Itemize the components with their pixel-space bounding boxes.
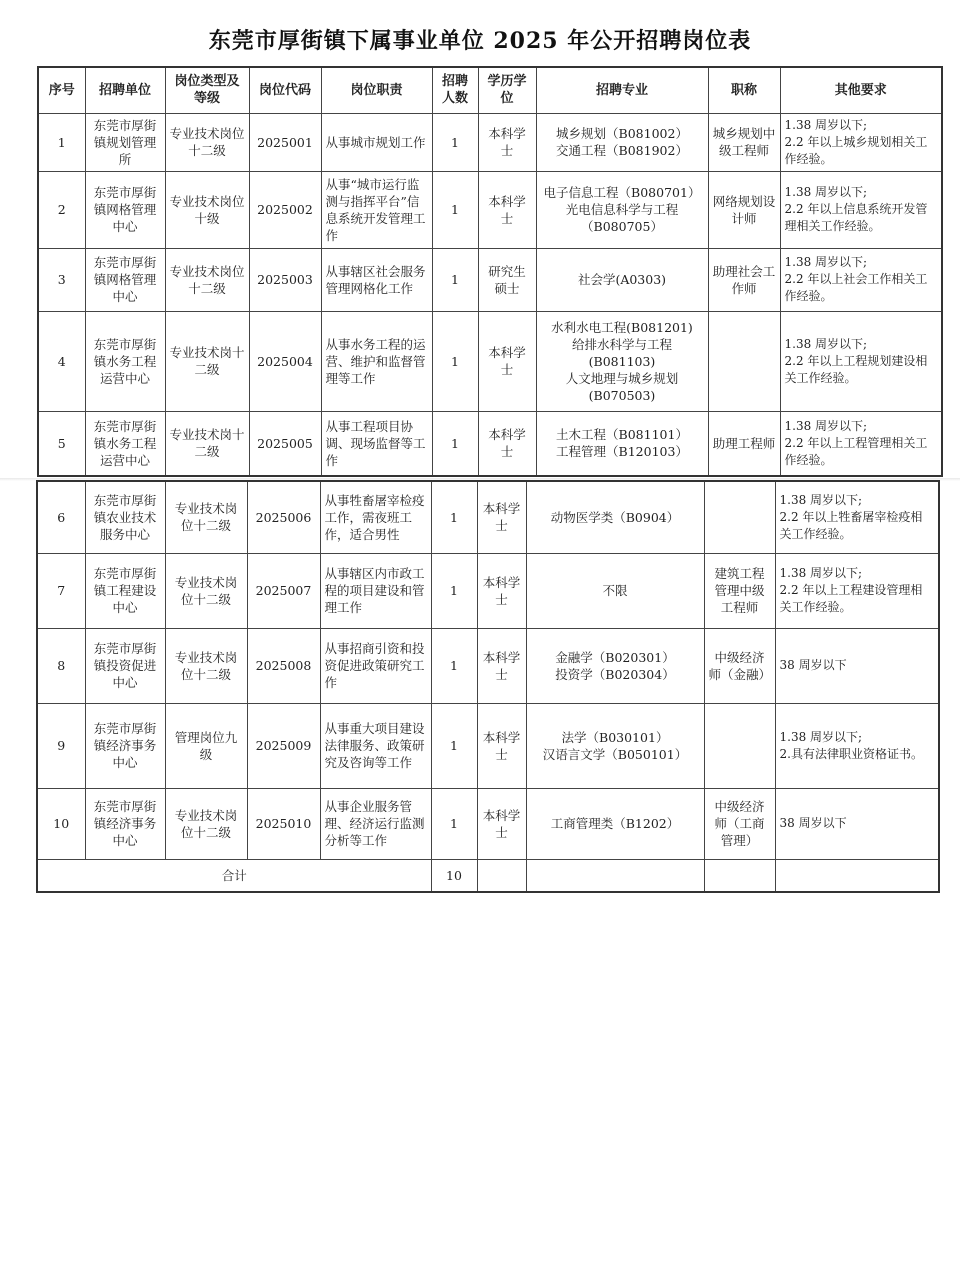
row-edu: 本科学士 (478, 171, 536, 248)
total-empty-edu (477, 859, 526, 892)
recruitment-table-part-2 (36, 480, 940, 893)
row-other (775, 628, 939, 703)
row-type: 专业技术岗位十二级 (165, 113, 249, 171)
table-row (38, 411, 942, 476)
row-unit: 东莞市厚街镇水务工程运营中心 (85, 411, 165, 476)
total-row (37, 859, 939, 892)
row-other-line: 2.2 年以上工程建设管理相关工作经验。 (779, 583, 923, 614)
row-code: 2025008 (247, 628, 320, 703)
row-no: 7 (37, 553, 85, 628)
row-major-line: 动物医学类（B0904） (550, 509, 680, 525)
table-row (37, 788, 939, 859)
row-major-line: 投资学（B020304） (555, 666, 675, 682)
table-row (38, 113, 942, 171)
row-count: 1 (432, 248, 478, 311)
row-edu: 本科学士 (478, 411, 536, 476)
row-major-line: 城乡规划（B081002） (556, 126, 688, 141)
total-label: 合计 (37, 859, 431, 892)
row-other-line: 1.38 周岁以下; (779, 492, 863, 507)
row-code: 2025006 (247, 481, 320, 553)
row-other-line: 2.2 年以上城乡规划相关工作经验。 (784, 134, 928, 166)
row-duty: 从事牲畜屠宰检疫工作，需夜班工作，适合男性 (320, 481, 431, 553)
row-duty: 从事辖区社会服务管理网格化工作 (321, 248, 432, 311)
row-title: 建筑工程管理中级工程师 (704, 553, 775, 628)
row-no: 8 (37, 628, 85, 703)
row-major (526, 628, 704, 703)
row-count: 1 (431, 481, 477, 553)
row-major-line: (B081103) (588, 353, 656, 369)
total-empty-major (526, 859, 704, 892)
row-major (536, 113, 708, 171)
row-major (526, 553, 704, 628)
row-type: 管理岗位九级 (165, 703, 247, 788)
row-unit: 东莞市厚街镇经济事务中心 (85, 703, 165, 788)
row-other-line: 2.2 年以上工程规划建设相关工作经验。 (784, 353, 928, 385)
row-count: 1 (432, 311, 478, 411)
row-major-line: 工商管理类（B1202） (550, 816, 680, 831)
table-row (37, 703, 939, 788)
recruitment-table-part-1 (37, 66, 943, 477)
header-code: 岗位代码 (249, 67, 321, 113)
row-other-line: 1.38 周岁以下; (784, 117, 868, 132)
row-no: 10 (37, 788, 85, 859)
row-major-line: 土木工程（B081101） (556, 427, 688, 443)
row-edu: 本科学士 (478, 311, 536, 411)
header-no: 序号 (38, 67, 85, 113)
row-duty: 从事城市规划工作 (321, 113, 432, 171)
header-unit: 招聘单位 (85, 67, 165, 113)
row-other (775, 788, 939, 859)
row-title: 网络规划设计师 (708, 171, 780, 248)
row-duty: 从事企业服务管理、经济运行监测分析等工作 (320, 788, 431, 859)
row-count: 1 (431, 788, 477, 859)
row-other-line: 1.38 周岁以下; (779, 729, 863, 744)
total-empty-title (704, 859, 775, 892)
row-other (780, 411, 942, 476)
row-major-line: 工程管理（B120103） (556, 444, 688, 460)
row-edu: 本科学士 (478, 113, 536, 171)
row-count: 1 (431, 628, 477, 703)
table-row (38, 171, 942, 248)
row-duty: 从事工程项目协调、现场监督等工作 (321, 411, 432, 476)
row-major (526, 703, 704, 788)
row-edu: 本科学士 (477, 788, 526, 859)
row-other-line: 2.2 年以上工程管理相关工作经验。 (784, 435, 928, 467)
row-unit: 东莞市厚街镇农业技术服务中心 (85, 481, 165, 553)
total-empty-other (775, 859, 939, 892)
row-edu: 本科学士 (477, 553, 526, 628)
row-type: 专业技术岗位十二级 (165, 788, 247, 859)
row-no: 9 (37, 703, 85, 788)
row-type: 专业技术岗位十二级 (165, 553, 247, 628)
row-major-line: 人文地理与城乡规划 (565, 370, 679, 386)
table-row (38, 311, 942, 411)
row-other-line: 38 周岁以下 (779, 658, 847, 672)
row-no: 3 (38, 248, 85, 311)
row-other-line: 1.38 周岁以下; (784, 336, 868, 351)
row-major-line: (B070503) (588, 387, 656, 403)
row-title: 城乡规划中级工程师 (708, 113, 780, 171)
row-major (526, 788, 704, 859)
row-title: 中级经济师（工商管理） (704, 788, 775, 859)
row-code: 2025001 (249, 113, 321, 171)
row-code: 2025003 (249, 248, 321, 311)
header-duty: 岗位职责 (321, 67, 432, 113)
row-unit: 东莞市厚街镇经济事务中心 (85, 788, 165, 859)
row-code: 2025005 (249, 411, 321, 476)
row-code: 2025009 (247, 703, 320, 788)
row-other-line: 38 周岁以下 (779, 816, 847, 830)
row-other (780, 113, 942, 171)
row-major-line: 光电信息科学与工程 (565, 202, 679, 217)
row-unit: 东莞市厚街镇网格管理中心 (85, 248, 165, 311)
row-count: 1 (432, 171, 478, 248)
row-edu: 本科学士 (477, 628, 526, 703)
row-major-line: 水利水电工程(B081201) (551, 319, 693, 335)
table-row (37, 481, 939, 553)
row-unit: 东莞市厚街镇投资促进中心 (85, 628, 165, 703)
row-type: 专业技术岗位十二级 (165, 628, 247, 703)
row-other-line: 2.2 年以上社会工作相关工作经验。 (784, 272, 928, 303)
row-other-line: 1.38 周岁以下; (784, 255, 868, 269)
row-title (704, 703, 775, 788)
row-edu: 本科学士 (477, 703, 526, 788)
table-header-row (38, 67, 942, 113)
row-major-line: 不限 (602, 583, 628, 598)
row-other-line: 2.2 年以上牲畜屠宰检疫相关工作经验。 (779, 509, 923, 541)
row-code: 2025010 (247, 788, 320, 859)
row-other (780, 311, 942, 411)
row-title: 助理工程师 (708, 411, 780, 476)
row-title: 中级经济师（金融） (704, 628, 775, 703)
row-major-line: 金融学（B020301） (555, 649, 675, 665)
total-count: 10 (431, 859, 477, 892)
page-title: 东莞市厚街镇下属事业单位 2025 年公开招聘岗位表 (208, 28, 752, 54)
header-type: 岗位类型及等级 (165, 67, 249, 113)
row-no: 4 (38, 311, 85, 411)
row-title (708, 311, 780, 411)
row-other-line: 1.38 周岁以下; (779, 566, 863, 580)
row-major-line: 法学（B030101） (561, 729, 669, 745)
row-type: 专业技术岗位十二级 (165, 248, 249, 311)
row-other-line: 1.38 周岁以下; (784, 418, 868, 433)
table-row (37, 553, 939, 628)
row-major-line: 社会学(A0303) (577, 272, 667, 287)
row-title (704, 481, 775, 553)
header-other: 其他要求 (780, 67, 942, 113)
row-other-line: 1.38 周岁以下; (784, 185, 868, 199)
row-no: 5 (38, 411, 85, 476)
row-major (536, 248, 708, 311)
row-type: 专业技术岗十二级 (165, 311, 249, 411)
row-major-line: 交通工程（B081902） (556, 143, 688, 158)
row-code: 2025007 (247, 553, 320, 628)
row-major (536, 171, 708, 248)
row-major-line: 电子信息工程（B080701） (543, 185, 701, 200)
row-other (775, 553, 939, 628)
row-unit: 东莞市厚街镇网格管理中心 (85, 171, 165, 248)
row-count: 1 (432, 411, 478, 476)
row-edu: 研究生硕士 (478, 248, 536, 311)
row-count: 1 (432, 113, 478, 171)
row-duty: 从事辖区内市政工程的项目建设和管理工作 (320, 553, 431, 628)
row-code: 2025004 (249, 311, 321, 411)
row-major-line: 给排水科学与工程 (571, 336, 672, 352)
row-duty: 从事水务工程的运营、维护和监督管理等工作 (321, 311, 432, 411)
row-unit: 东莞市厚街镇水务工程运营中心 (85, 311, 165, 411)
row-other-line: 2.2 年以上信息系统开发管理相关工作经验。 (784, 202, 928, 233)
row-major-line: （B080705） (581, 219, 663, 234)
row-other-line: 2.具有法律职业资格证书。 (779, 746, 923, 761)
row-duty: 从事“城市运行监测与指挥平台”信息系统开发管理工作 (321, 171, 432, 248)
table-row (37, 628, 939, 703)
row-code: 2025002 (249, 171, 321, 248)
row-duty: 从事重大项目建设法律服务、政策研究及咨询等工作 (320, 703, 431, 788)
row-type: 专业技术岗位十二级 (165, 481, 247, 553)
row-type: 专业技术岗位十级 (165, 171, 249, 248)
row-type: 专业技术岗十二级 (165, 411, 249, 476)
row-major (536, 311, 708, 411)
row-major (526, 481, 704, 553)
row-unit: 东莞市厚街镇工程建设中心 (85, 553, 165, 628)
row-other (780, 248, 942, 311)
header-count: 招聘人数 (432, 67, 478, 113)
row-title: 助理社会工作师 (708, 248, 780, 311)
row-duty: 从事招商引资和投资促进政策研究工作 (320, 628, 431, 703)
row-other (775, 703, 939, 788)
table-row (38, 248, 942, 311)
row-other (780, 171, 942, 248)
header-edu: 学历学位 (478, 67, 536, 113)
header-major: 招聘专业 (536, 67, 708, 113)
row-unit: 东莞市厚街镇规划管理所 (85, 113, 165, 171)
row-major-line: 汉语言文学（B050101） (542, 746, 688, 762)
row-no: 2 (38, 171, 85, 248)
row-other (775, 481, 939, 553)
row-count: 1 (431, 703, 477, 788)
row-no: 1 (38, 113, 85, 171)
header-title: 职称 (708, 67, 780, 113)
row-major (536, 411, 708, 476)
row-count: 1 (431, 553, 477, 628)
row-edu: 本科学士 (477, 481, 526, 553)
row-no: 6 (37, 481, 85, 553)
